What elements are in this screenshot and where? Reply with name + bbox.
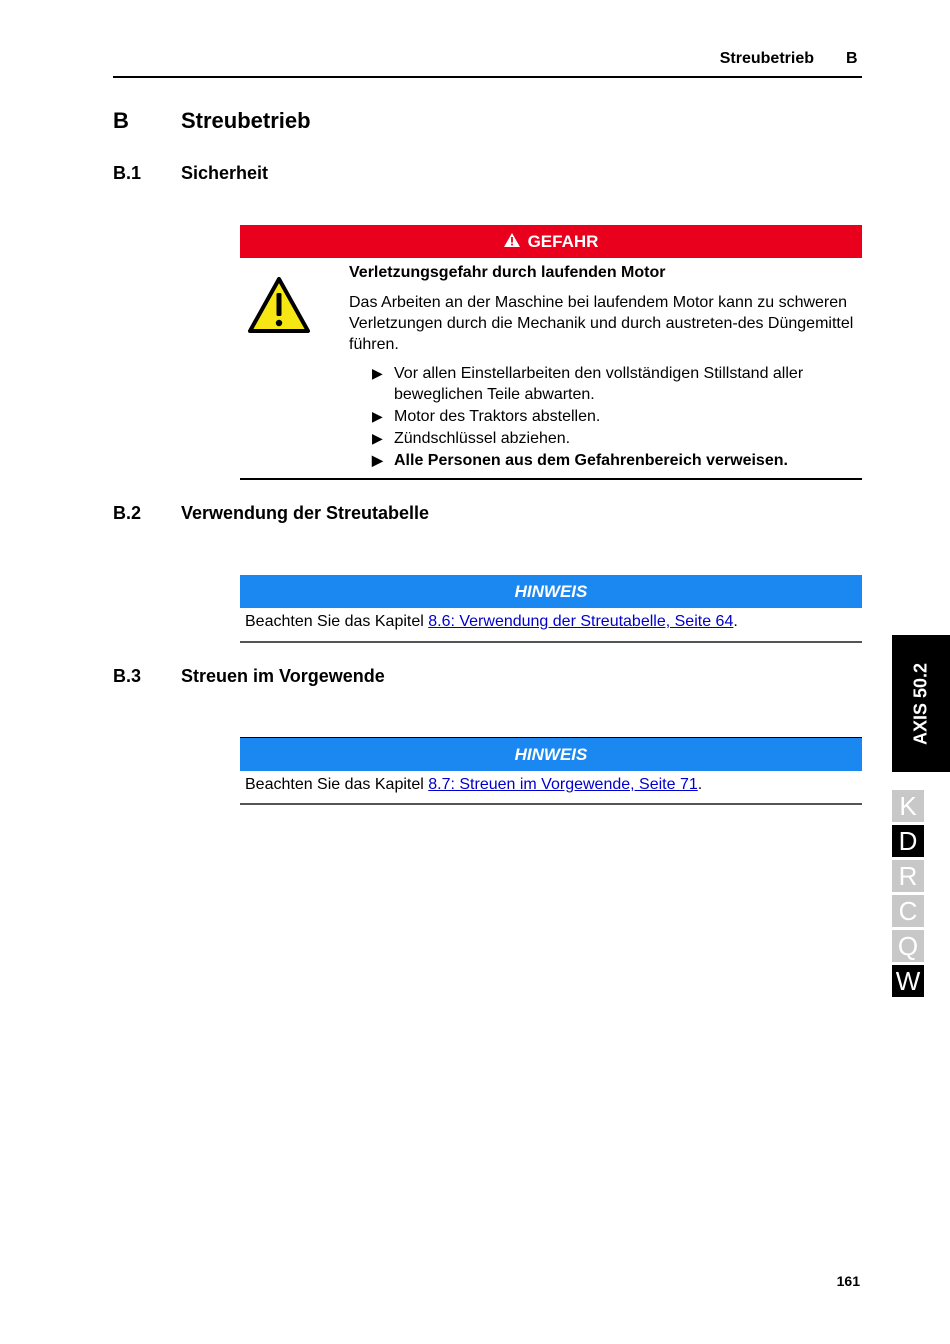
running-header-title: Streubetrieb: [719, 50, 814, 67]
step-item: [372, 450, 852, 471]
section-number: B.3: [113, 666, 142, 686]
note-text: [245, 776, 702, 794]
language-tab[interactable]: C: [892, 895, 924, 927]
step-text: Alle Personen aus dem Gefahrenbereich verweisen.: [394, 452, 788, 469]
chapter-link[interactable]: 8.7: Streuen im Vorgewende, Seite 71: [428, 776, 698, 793]
step-item: [372, 428, 852, 449]
chapter-link[interactable]: 8.6: Verwendung der Streutabelle, Seite 64: [428, 613, 734, 630]
arrow-right-icon: ▶: [372, 430, 383, 446]
step-item: [372, 406, 852, 427]
note-label: HINWEIS: [514, 744, 588, 764]
step-text: Vor allen Einstellarbeiten den vollständigen Stillstand aller beweglichen Teile abwarten.: [394, 365, 804, 403]
language-tab-active[interactable]: W: [892, 965, 924, 997]
note-suffix: .: [697, 776, 703, 793]
step-text: Zündschlüssel abziehen.: [394, 430, 571, 447]
section-title: Verwendung der Streutabelle: [181, 503, 430, 523]
language-tab[interactable]: K: [892, 790, 924, 822]
danger-bottom-rule: [240, 478, 862, 480]
small-warning-icon: [504, 232, 520, 252]
arrow-right-icon: ▶: [372, 452, 383, 468]
chapter-number: B: [113, 108, 129, 133]
language-tab[interactable]: Q: [892, 930, 924, 962]
warning-triangle-icon: [247, 276, 311, 334]
note-suffix: .: [733, 613, 738, 630]
section-title: Streuen im Vorgewende: [181, 666, 385, 686]
note-banner: [240, 575, 862, 608]
arrow-right-icon: ▶: [372, 365, 383, 381]
product-label: AXIS 50.2: [910, 662, 931, 745]
danger-label: GEFAHR: [527, 231, 599, 251]
arrow-right-icon: ▶: [372, 408, 383, 424]
section-number: B.1: [113, 163, 142, 183]
danger-body: Das Arbeiten an der Maschine bei laufendem Motor kann zu schweren Verletzungen durch die Mechanik und durch austreten-des Düngemittel führen.: [349, 294, 854, 353]
note-prefix: Beachten Sie das Kapitel: [245, 613, 429, 630]
chapter-title: Streubetrieb: [181, 108, 311, 133]
danger-steps-list: [372, 363, 852, 472]
note-text: [245, 613, 738, 631]
section-title: Sicherheit: [181, 163, 269, 183]
note-bottom-rule: [240, 803, 862, 805]
danger-heading: Verletzungsgefahr durch laufenden Motor: [349, 264, 666, 281]
note-bottom-rule: [240, 641, 862, 643]
note-prefix: Beachten Sie das Kapitel: [245, 776, 429, 793]
note-banner: [240, 738, 862, 771]
step-text: Motor des Traktors abstellen.: [394, 408, 601, 425]
language-tab-active[interactable]: D: [892, 825, 924, 857]
step-item: [372, 363, 852, 405]
note-label: HINWEIS: [514, 581, 588, 601]
header-rule: [113, 76, 862, 78]
product-side-tab: [892, 635, 950, 772]
danger-banner: [240, 225, 862, 258]
page-number: 161: [836, 1273, 860, 1289]
running-header-letter: B: [846, 50, 858, 67]
section-number: B.2: [113, 503, 142, 523]
language-tab[interactable]: R: [892, 860, 924, 892]
